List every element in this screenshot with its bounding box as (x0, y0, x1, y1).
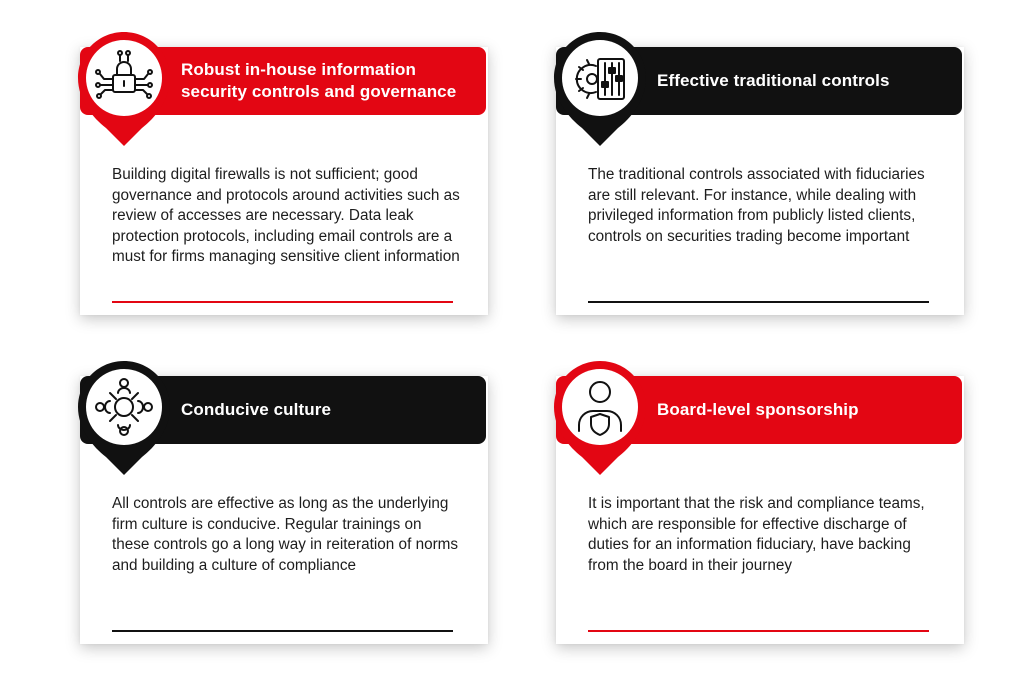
card-title: Board-level sponsorship (657, 400, 859, 419)
divider (588, 630, 929, 632)
divider (112, 301, 453, 303)
card-title: Conducive culture (181, 400, 332, 419)
gear-sliders-icon (552, 30, 648, 150)
card-body: The traditional controls associated with fiduciaries are still relevant. For instance, while dealing with privileged information from publicly listed clients, controls on securities trading become important (588, 166, 925, 245)
card-title: Robust in-house information security controls and governance (181, 60, 457, 101)
card-body: All controls are effective as long as the underlying firm culture is conducive. Regular trainings on these controls go a long way in reiteration of norms and building a culture of compliance (112, 495, 459, 574)
card-title: Effective traditional controls (657, 71, 890, 90)
card-body: It is important that the risk and compliance teams, which are responsible for effective discharge of duties for an information fiduciary, have backing from the board in their journey (588, 495, 925, 574)
card-body: Building digital firewalls is not sufficient; good governance and protocols around activities such as review of accesses are necessary. Data leak protection protocols, including email controls are a must for firms managing sensitive client information (112, 166, 460, 265)
divider (112, 630, 453, 632)
lock-circuit-icon (76, 30, 172, 150)
team-network-icon (76, 359, 172, 479)
divider (588, 301, 929, 303)
person-shield-icon (552, 359, 648, 479)
